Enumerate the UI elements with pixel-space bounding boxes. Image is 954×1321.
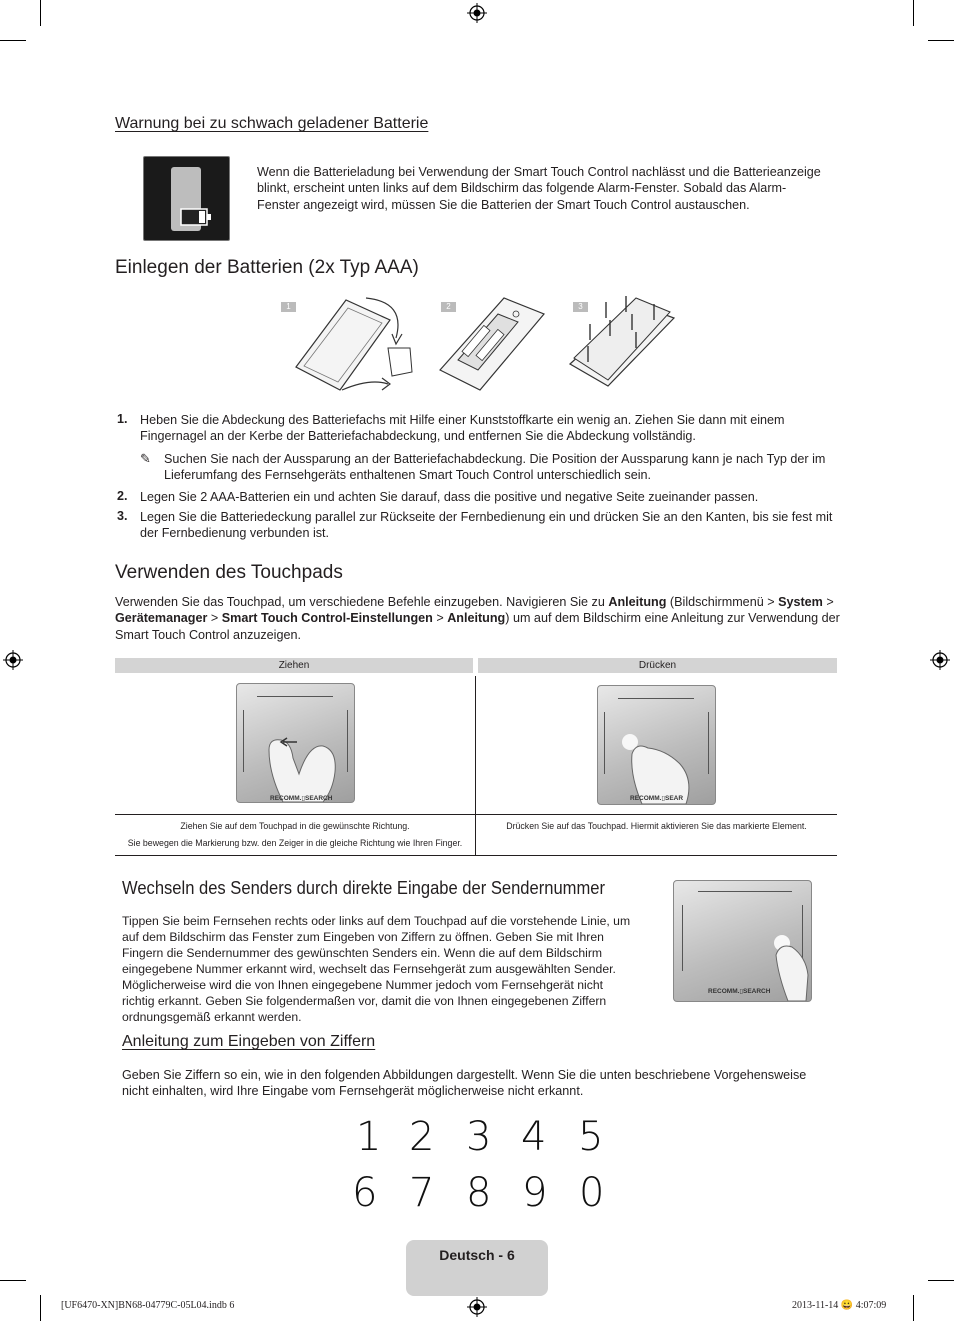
- digit-6: 6: [352, 1170, 378, 1216]
- low-battery-icon: [180, 208, 212, 226]
- channel-entry-heading: Wechseln des Senders durch direkte Eingabe der Sendernummer: [122, 878, 605, 898]
- battery-warning-text: Wenn die Batterieladung bei Verwendung der Smart Touch Control nachlässt und die Batterieanzeige blinkt, erscheint unten links auf dem Bildschirm das folgende Alarm-Fenster. Sobald das Alarm-Fenster angezeigt wird, müssen Sie die Batterien der Smart Touch Control austauschen.: [257, 165, 821, 212]
- touchpad-intro: Verwenden Sie das Touchpad, um verschiedene Befehle einzugeben. Navigieren Sie zu Anleitung (Bildschirmmenü > System > Gerätemanager > Smart Touch Control-Einstellungen > Anleitung) um auf dem Bildschirm eine Anleitung zur Verwendung der Smart Touch Control anzuzeigen.: [115, 595, 840, 642]
- battery-step-3-illustration: [566, 294, 678, 394]
- table-header-drag: Ziehen: [115, 658, 473, 673]
- press-caption: Drücken Sie auf das Touchpad. Hiermit aktivieren Sie das markierte Element.: [506, 821, 807, 831]
- digit-0: 0: [579, 1170, 605, 1216]
- print-info-left: [UF6470-XN]BN68-04779C-05L04.indb 6: [61, 1300, 235, 1311]
- insert-batteries-heading: Einlegen der Batterien (2x Typ AAA): [115, 257, 419, 278]
- finger-tap-icon: [766, 931, 811, 1001]
- step-2-number: 2.: [117, 489, 128, 503]
- print-info-right: 2013-11-14 😀 4:07:09: [792, 1300, 887, 1311]
- step-badge-1: 1: [281, 302, 296, 312]
- step-3-text: Legen Sie die Batteriedeckung parallel zur Rückseite der Fernbedienung ein und drücken Sie an den Kanten, bis sie fest mit der Fernbedienung verbunden ist.: [140, 510, 833, 541]
- touchpad-heading: Verwenden des Touchpads: [115, 562, 343, 583]
- channel-entry-text: Tippen Sie beim Fernsehen rechts oder links auf dem Touchpad auf die vorstehende Linie, um auf dem Bildschirm das Fenster zum Eingeben von Ziffern zu öffnen. Geben Sie mit Ihren Fingern die Sendernummer des gewünschten Senders ein. Wenn die auf dem Bildschirm eingegebene Nummer erkannt wird, wechselt das Fernsehgerät zum ausgewählten Sender. Möglicherweise wird die von Ihnen eingegebene Nummer jedoch vom Fernsehgerät nicht richtig erkannt. Geben Sie folgendermaßen vor, damit die von Ihnen eingegebenen Ziffern ordnungsgemäß erkannt werden.: [122, 914, 631, 1024]
- touchpad-press-image: [597, 685, 716, 805]
- table-divider-mid: [115, 814, 837, 815]
- registration-mark-right-icon: [930, 650, 950, 670]
- registration-mark-left-icon: [3, 650, 23, 670]
- digit-9: 9: [522, 1170, 548, 1216]
- digit-5: 5: [578, 1114, 604, 1160]
- step-1-number: 1.: [117, 412, 128, 426]
- touchpad-drag-image: [236, 683, 355, 803]
- table-divider-bottom: [115, 855, 837, 856]
- digit-8: 8: [466, 1170, 492, 1216]
- low-battery-remote-image: [143, 156, 230, 241]
- finger-drag-icon: [263, 724, 353, 802]
- digit-1: 1: [356, 1114, 382, 1160]
- step-badge-2: 2: [441, 302, 456, 312]
- step-2-text: Legen Sie 2 AAA-Batterien ein und achten Sie darauf, dass die positive und negative Seite zueinander passen.: [140, 490, 759, 504]
- page-label: Deutsch - 6: [439, 1247, 515, 1263]
- drag-caption-2: Sie bewegen die Markierung bzw. den Zeiger in die gleiche Richtung wie Ihren Finger.: [127, 838, 463, 848]
- digit-4: 4: [521, 1114, 547, 1160]
- touchpad-drag-label: RECOMM.▯SEARCH: [270, 795, 333, 802]
- battery-warning-heading: Warnung bei zu schwach geladener Batterie: [115, 115, 429, 132]
- drag-caption-1: Ziehen Sie auf dem Touchpad in die gewünschte Richtung.: [180, 821, 410, 831]
- digit-3: 3: [466, 1114, 492, 1160]
- touchpad-channel-label: RECOMM.▯SEARCH: [708, 988, 771, 995]
- touchpad-press-label: RECOMM.▯SEAR: [630, 795, 684, 802]
- registration-mark-top-icon: [467, 3, 487, 23]
- battery-step-2-illustration: [436, 294, 546, 394]
- touchpad-channel-image: [673, 880, 812, 1002]
- step-1-note: Suchen Sie nach der Aussparung an der Batteriefachabdeckung. Die Position der Aussparung kann je nach Typ der im Lieferumfang des Fernsehgeräts enthaltenen Smart Touch Control unterschiedlich sein.: [164, 452, 826, 483]
- digit-7: 7: [409, 1170, 435, 1216]
- note-icon: ✎: [140, 451, 151, 466]
- finger-press-icon: [622, 730, 714, 804]
- step-badge-3: 3: [573, 302, 588, 312]
- digits-heading: Anleitung zum Eingeben von Ziffern: [122, 1033, 376, 1050]
- digit-2: 2: [409, 1114, 435, 1160]
- digits-text: Geben Sie Ziffern so ein, wie in den folgenden Abbildungen dargestellt. Wenn Sie die unten beschriebene Vorgehensweise nicht einhalten, wird Ihre Eingabe vom Fernsehgerät möglicherweise nicht erkannt.: [122, 1068, 807, 1099]
- battery-step-1-illustration: [288, 292, 423, 400]
- registration-mark-bottom-icon: [467, 1297, 487, 1317]
- table-header-press: Drücken: [478, 658, 837, 673]
- step-1-text: Heben Sie die Abdeckung des Batteriefachs mit Hilfe einer Kunststoffkarte ein wenig an. Ziehen Sie dann mit einem Fingernagel an der Kerbe der Batteriefachabdeckung, und entfernen Sie die Abdeckung vollständig.: [140, 413, 785, 444]
- step-3-number: 3.: [117, 509, 128, 523]
